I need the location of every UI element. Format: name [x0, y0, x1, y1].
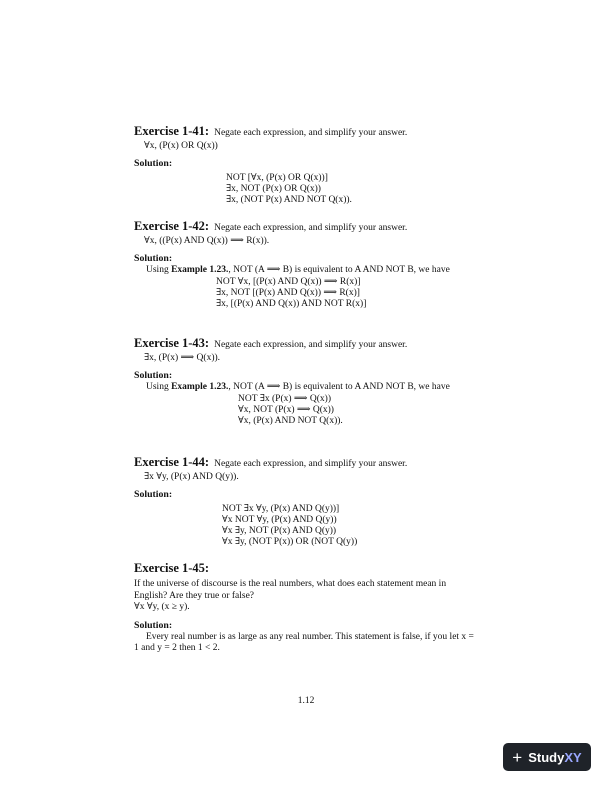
exercise-1-41 — [134, 124, 480, 206]
exercise-title: Exercise 1-41: — [134, 124, 210, 138]
solution-intro: Using Example 1.23., NOT (A ⟹ B) is equivalent to A AND NOT B, we have — [146, 265, 450, 275]
solution-intro: Using Example 1.23., NOT (A ⟹ B) is equivalent to A AND NOT B, we have — [146, 382, 450, 392]
solution-line: NOT ∃x (P(x) ⟹ Q(x)) — [238, 393, 332, 404]
solution-label: Solution: — [134, 489, 173, 500]
exercise-question: If the universe of discourse is the real numbers, what does each statement mean in English? Are they true or false? — [134, 579, 447, 601]
exercise-task: Negate each expression, and simplify your answer. — [214, 340, 408, 350]
exercise-expression: ∃x, (P(x) ⟹ Q(x)). — [144, 353, 221, 363]
exercise-task: Negate each expression, and simplify your answer. — [214, 459, 408, 469]
solution-line: ∀x, NOT (P(x) ⟹ Q(x)) — [238, 404, 334, 415]
exercise-expression: ∃x ∀y, (P(x) AND Q(y)). — [144, 472, 239, 482]
exercise-1-45 — [134, 561, 480, 655]
solution-line: NOT [∀x, (P(x) OR Q(x))] — [226, 173, 328, 183]
solution-line: ∃x, [(P(x) AND Q(x)) AND NOT R(x)] — [216, 298, 367, 309]
solution-line: ∀x ∃y, (NOT P(x)) OR (NOT Q(y)) — [222, 537, 358, 547]
example-reference: Example 1.23. — [171, 382, 229, 392]
brand-prefix: Study — [528, 749, 565, 765]
exercise-title: Exercise 1-42: — [134, 219, 210, 233]
solution-lines — [238, 394, 480, 427]
solution-label: Solution: — [134, 158, 173, 169]
exercise-1-42 — [134, 219, 480, 310]
exercise-1-43 — [134, 336, 480, 427]
studyxy-badge[interactable] — [503, 743, 591, 771]
exercise-expression: ∀x, (P(x) OR Q(x)) — [144, 141, 218, 151]
solution-line: ∀x, (P(x) AND NOT Q(x)). — [238, 415, 343, 426]
solution-line: NOT ∀x, [(P(x) AND Q(x)) ⟹ R(x)] — [216, 276, 361, 287]
exercise-task: Negate each expression, and simplify your answer. — [214, 223, 408, 233]
solution-lines — [222, 504, 480, 548]
exercise-expression: ∀x ∀y, (x ≥ y). — [134, 602, 190, 612]
exercise-1-44 — [134, 455, 480, 548]
solution-line: ∀x ∃y, NOT (P(x) AND Q(y)) — [222, 526, 337, 536]
exercise-title: Exercise 1-45: — [134, 561, 210, 575]
exercise-expression: ∀x, ((P(x) AND Q(x)) ⟹ R(x)). — [144, 236, 270, 246]
page-number: 1.12 — [297, 696, 315, 706]
solution-label: Solution: — [134, 619, 173, 631]
solution-label: Solution: — [134, 253, 173, 264]
solution-lines — [216, 277, 480, 310]
solution-answer: Every real number is as large as any real number. This statement is false, if you let x = 1 and y = 2 then 1 < 2. — [134, 631, 474, 653]
plus-icon: + — [512, 747, 523, 767]
solution-line: NOT ∃x ∀y, (P(x) AND Q(y))] — [222, 504, 340, 514]
solution-line: ∃x, NOT [(P(x) AND Q(x)) ⟹ R(x)] — [216, 287, 360, 298]
solution-line: ∃x, NOT (P(x) OR Q(x)) — [226, 184, 321, 194]
solution-lines — [226, 173, 480, 206]
exercise-task: Negate each expression, and simplify your answer. — [214, 128, 408, 138]
solution-label: Solution: — [134, 370, 173, 381]
exercise-title: Exercise 1-43: — [134, 336, 210, 350]
solution-line: ∀x NOT ∀y, (P(x) AND Q(y)) — [222, 515, 337, 525]
example-reference: Example 1.23. — [171, 265, 229, 275]
solution-line: ∃x, (NOT P(x) AND NOT Q(x)). — [226, 195, 352, 205]
brand-suffix: XY — [564, 749, 582, 765]
exercise-title: Exercise 1-44: — [134, 455, 210, 469]
